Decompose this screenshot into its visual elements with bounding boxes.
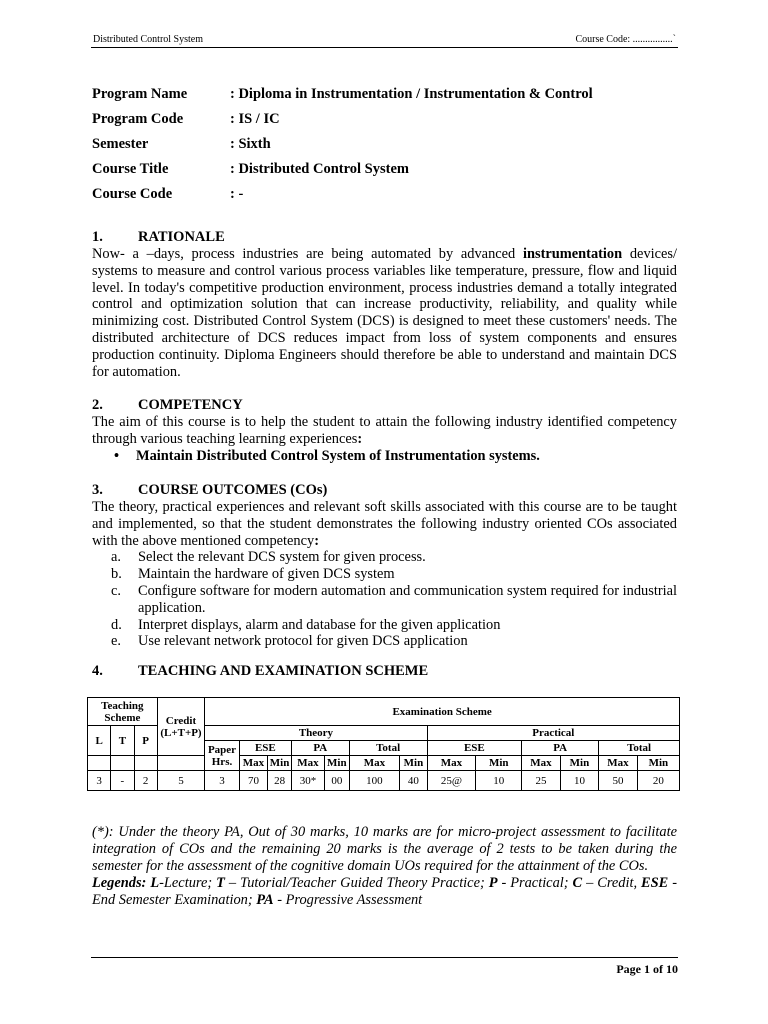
table-cell: 25@	[427, 771, 476, 791]
table-cell: 20	[637, 771, 679, 791]
l-header: L	[88, 726, 111, 756]
theory-header: Theory	[205, 726, 427, 741]
total-header: Total	[599, 741, 680, 756]
legend-text: Legends: L-Lecture; T – Tutorial/Teacher Guided Theory Practice; P - Practical; C – Credit, ESE - End Semester Examination; PA - Progressive Assessment	[92, 875, 677, 908]
note-text: (*): Under the theory PA, Out of 30 marks, 10 marks are for micro-project assessment to facilitate integration of COs and the remaining 20 marks is the average of 2 tests to be taken during the semester for the assessment of the cognitive domain UOs required for the attainment of the COs.	[92, 824, 677, 874]
min-header: Min	[400, 756, 427, 771]
page-number: Page 1 of 10	[616, 962, 678, 976]
table-cell: 3	[205, 771, 240, 791]
competency-text: The aim of this course is to help the student to attain the following industry identified competency through various teaching learning experiences:	[92, 414, 677, 447]
max-header: Max	[427, 756, 476, 771]
spacer-cell	[111, 756, 134, 771]
total-header: Total	[349, 741, 427, 756]
outcomes-list	[92, 549, 677, 650]
outcomes-text: The theory, practical experiences and relevant soft skills associated with this course are to be taught and implemented, so that the student demonstrates the following industry oriented COs associated with the above mentioned competency:	[92, 499, 677, 549]
credit-header: Credit (L+T+P)	[157, 698, 205, 756]
info-label: Program Code	[92, 111, 184, 127]
section-heading: 2. COMPETENCY	[92, 397, 243, 413]
info-label: Course Title	[92, 161, 169, 177]
pa-header: PA	[291, 741, 349, 756]
info-value: : -	[230, 186, 244, 202]
table-cell: 100	[349, 771, 400, 791]
info-value: : IS / IC	[230, 111, 280, 127]
spacer-cell	[134, 756, 157, 771]
min-header: Min	[268, 756, 292, 771]
list-item: c. Configure software for modern automation and communication system required for industrial application.	[111, 582, 677, 616]
footer-rule	[91, 957, 678, 958]
t-header: T	[111, 726, 134, 756]
info-value: : Sixth	[230, 136, 271, 152]
min-header: Min	[325, 756, 350, 771]
section-outcomes	[92, 482, 677, 650]
list-item: e. Use relevant network protocol for given DCS application	[111, 633, 468, 650]
section-heading: 4. TEACHING AND EXAMINATION SCHEME	[92, 663, 429, 679]
max-header: Max	[239, 756, 267, 771]
table-cell: 30*	[291, 771, 324, 791]
spacer-cell	[88, 756, 111, 771]
info-value: : Distributed Control System	[230, 161, 409, 177]
list-item: a. Select the relevant DCS system for given process.	[111, 549, 426, 566]
table-cell: 10	[560, 771, 598, 791]
teaching-scheme-header: Teaching Scheme	[88, 698, 158, 726]
p-header: P	[134, 726, 157, 756]
ese-header: ESE	[239, 741, 291, 756]
info-label: Course Code	[92, 186, 173, 202]
competency-bullet: • Maintain Distributed Control System of Instrumentation systems.	[114, 447, 540, 464]
table-cell: 40	[400, 771, 427, 791]
table-cell: 28	[268, 771, 292, 791]
table-row	[88, 771, 680, 791]
page-header	[91, 31, 678, 48]
practical-header: Practical	[427, 726, 679, 741]
scheme-table	[87, 697, 680, 791]
info-value: : Diploma in Instrumentation / Instrumentation & Control	[230, 86, 593, 102]
scheme-note	[92, 824, 677, 909]
rationale-text: Now- a –days, process industries are being automated by advanced instrumentation devices/ systems to measure and control various process variables like temperature, pressure, flow and liquid level. In today's competitive production environment, process industries demand a totally integrated control and optimization solution that can increase productivity, reliability, and quality while minimizing cost. Distributed Control System (DCS) is designed to meet these customers' needs. The distributed architecture of DCS reduces impact from loss of system components and ensures production continuity. Diploma Engineers should therefore be able to understand and maintain DCS for automation.	[92, 246, 678, 380]
max-header: Max	[599, 756, 638, 771]
min-header: Min	[560, 756, 598, 771]
paper-hrs-header: Paper Hrs.	[205, 741, 240, 771]
exam-scheme-header: Examination Scheme	[205, 698, 680, 726]
table-cell: 00	[325, 771, 350, 791]
section-heading: 3. COURSE OUTCOMES (COs)	[92, 482, 328, 498]
list-item: b. Maintain the hardware of given DCS system	[111, 566, 395, 583]
table-cell: 3	[88, 771, 111, 791]
table-cell: 10	[476, 771, 522, 791]
table-cell: 25	[522, 771, 561, 791]
header-title: Distributed Control System	[93, 34, 203, 45]
header-course-code: Course Code: ................`	[575, 34, 676, 45]
section-heading: 1. RATIONALE	[92, 229, 225, 245]
ese-header: ESE	[427, 741, 522, 756]
max-header: Max	[291, 756, 324, 771]
min-header: Min	[637, 756, 679, 771]
max-header: Max	[522, 756, 561, 771]
max-header: Max	[349, 756, 400, 771]
spacer-cell	[157, 756, 205, 771]
table-cell: 2	[134, 771, 157, 791]
table-cell: 50	[599, 771, 638, 791]
table-cell: 70	[239, 771, 267, 791]
table-cell: 5	[157, 771, 205, 791]
min-header: Min	[476, 756, 522, 771]
list-item: d. Interpret displays, alarm and database for the given application	[111, 616, 501, 633]
section-rationale	[92, 229, 677, 380]
section-scheme	[92, 663, 677, 680]
table-cell: -	[111, 771, 134, 791]
info-label: Program Name	[92, 86, 188, 102]
section-competency	[92, 397, 677, 464]
info-label: Semester	[92, 136, 149, 152]
pa-header: PA	[522, 741, 599, 756]
